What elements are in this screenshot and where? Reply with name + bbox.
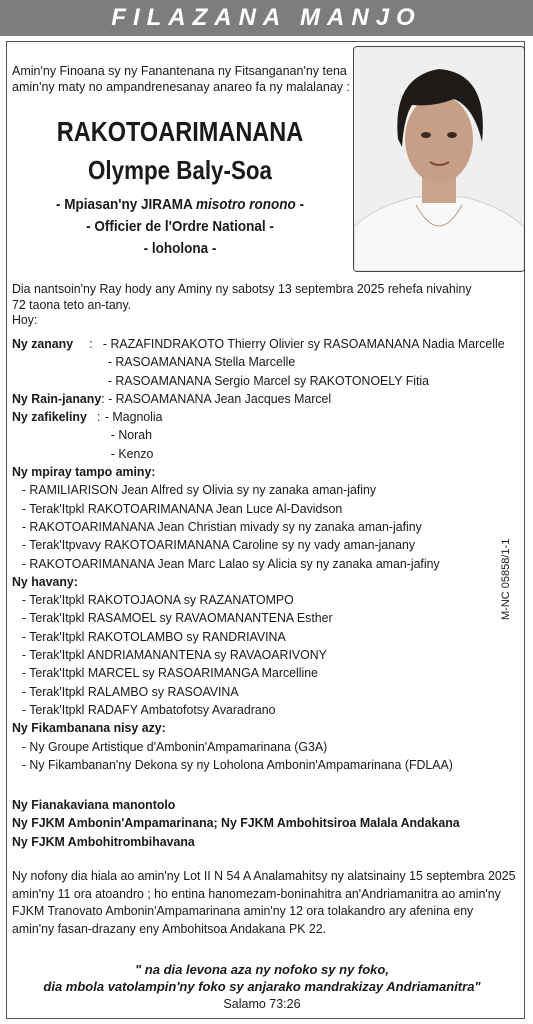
- list-item: - Terak'Itpkl RAKOTOLAMBO sy RANDRIAVINA: [21, 629, 286, 644]
- funeral-line: Ny nofony dia hiala ao amin'ny Lot II N 54 A Analamahitsy ny alatsinainy 15 septembra 2025: [12, 869, 516, 883]
- list-item: - Ny Fikambanan'ny Dekona sy ny Loholona Ambonin'Ampamarinana (FDLAA): [21, 757, 453, 772]
- quote-line: dia mbola vatolampin'ny foko sy anjarako mandrakizay Andriamanitra": [43, 979, 481, 994]
- death-notice-line: Dia nantsoin'ny Ray hody any Aminy ny sabotsy 13 septembra 2025 rehefa nivahiny: [12, 282, 472, 296]
- zafikeliny-label: Ny zafikeliny: [12, 410, 87, 425]
- verse-reference: Salamo 73:26: [223, 997, 301, 1011]
- list-item: : - RASOAMANANA Jean Jacques Marcel: [101, 391, 332, 406]
- list-item: - RASOAMANANA Stella Marcelle: [107, 355, 296, 370]
- intro-text: Amin'ny Finoana sy ny Fanantenana ny Fitsanganan'ny tena amin'ny maty no ampandrenesanay anareo fa ny malalanay :: [12, 64, 351, 94]
- title-line-3: - loholona -: [143, 240, 217, 257]
- list-item: - RAKOTOARIMANANA Jean Marc Lalao sy Alicia sy ny zanaka aman-jafiny: [21, 556, 440, 571]
- deceased-photo: [353, 46, 525, 272]
- rain-janany-row: [12, 390, 518, 408]
- zanany-row: Ny zanany : - RAZAFINDRAKOTO Thierry Olivier sy RASOAMANANA Nadia Marcelle: [12, 335, 518, 353]
- deceased-given-names: Olympe Baly-Soa: [88, 155, 272, 185]
- list-item: - RAMILIARISON Jean Alfred sy Olivia sy ny zanaka aman-jafiny: [21, 483, 377, 498]
- funeral-line: amin'ny 11 ora atoandro ; ho entina hanomezam-boninahitra an'Andriamanitra ao amin'ny: [12, 886, 501, 901]
- mpiray-label: Ny mpiray tampo aminy: [12, 465, 152, 480]
- list-item: - Kenzo: [110, 446, 154, 461]
- header-title: FILAZANA MANJO: [111, 4, 422, 31]
- list-item: - Terak'Itpkl RADAFY Ambatofotsy Avaradrano: [21, 702, 276, 717]
- closing-quote: [12, 961, 512, 995]
- zanany-label: Ny zanany: [12, 337, 74, 351]
- page-header: [0, 0, 533, 36]
- list-item: - Terak'Itpkl ANDRIAMANANTENA sy RAVAOARIVONY: [21, 648, 327, 663]
- church-line: Ny FJKM Ambonin'Ampamarinana; Ny FJKM Ambohitsiroa Malala Andakana: [12, 816, 460, 831]
- list-item: - RAKOTOARIMANANA Jean Christian mivady sy ny zanaka aman-jafiny: [21, 519, 422, 534]
- list-item: - Terak'Itpkl RASAMOEL sy RAVAOMANANTENA Esther: [21, 611, 333, 626]
- list-item: - Ny Groupe Artistique d'Ambonin'Ampamarinana (G3A): [21, 739, 328, 754]
- reference-code: M-NC 05858/1-1: [500, 538, 512, 620]
- list-item: - RAZAFINDRAKOTO Thierry Olivier sy RASOAMANANA Nadia Marcelle: [102, 337, 505, 351]
- portrait-image: [354, 47, 524, 271]
- fikambanana-label: Ny Fikambanana nisy azy:: [12, 721, 166, 736]
- mpiray-row: Ny mpiray tampo aminy:: [12, 465, 156, 480]
- list-item: - Magnolia: [104, 410, 163, 425]
- death-notice-line: Hoy:: [12, 313, 38, 327]
- havany-label: Ny havany: [12, 574, 74, 589]
- funeral-line: FJKM Tranovato Ambonin'Ampamarinana amin'ny 12 ora tolakandro ary afenina eny: [12, 904, 474, 918]
- list-item: - Terak'Itpvavy RAKOTOARIMANANA Caroline sy ny vady aman-janany: [21, 538, 416, 553]
- list-item: - Terak'Itpkl MARCEL sy RASOARIMANGA Marcelline: [21, 666, 318, 681]
- family-list: [12, 335, 524, 774]
- list-item: - Norah: [110, 428, 152, 443]
- title-line-1: - Mpiasan'ny JIRAMA misotro ronono -: [56, 196, 304, 213]
- death-notice-line: 72 taona teto an-tany.: [12, 297, 132, 312]
- church-line: Ny Fianakaviana manontolo: [12, 798, 176, 812]
- funeral-line: amin'ny fasan-drazany eny Ambohitsoa Andakana PK 22.: [12, 921, 327, 936]
- title-line-2: - Officier de l'Ordre National -: [86, 218, 274, 235]
- list-item: - Terak'Itpkl RALAMBO sy RASOAVINA: [21, 684, 239, 699]
- church-line: Ny FJKM Ambohitrombihavana: [12, 834, 195, 849]
- church-list: [12, 796, 524, 851]
- death-notice: [12, 282, 524, 329]
- list-item: - Terak'Itpkl RAKOTOJAONA sy RAZANATOMPO: [21, 593, 294, 608]
- havany-row: Ny havany:: [12, 574, 78, 589]
- quote-line: " na dia levona aza ny nofoko sy ny foko,: [135, 962, 389, 977]
- funeral-details: [12, 868, 524, 938]
- list-item: - Terak'Itpkl RAKOTOARIMANANA Jean Luce Al-Davidson: [21, 501, 343, 516]
- zafikeliny-row: Ny zafikeliny : - Magnolia: [12, 408, 518, 426]
- deceased-surname: RAKOTOARIMANANA: [56, 116, 304, 147]
- list-item: - RASOAMANANA Sergio Marcel sy RAKOTONOELY Fitia: [107, 373, 430, 388]
- rain-janany-label: Ny Rain-janany: [12, 391, 102, 406]
